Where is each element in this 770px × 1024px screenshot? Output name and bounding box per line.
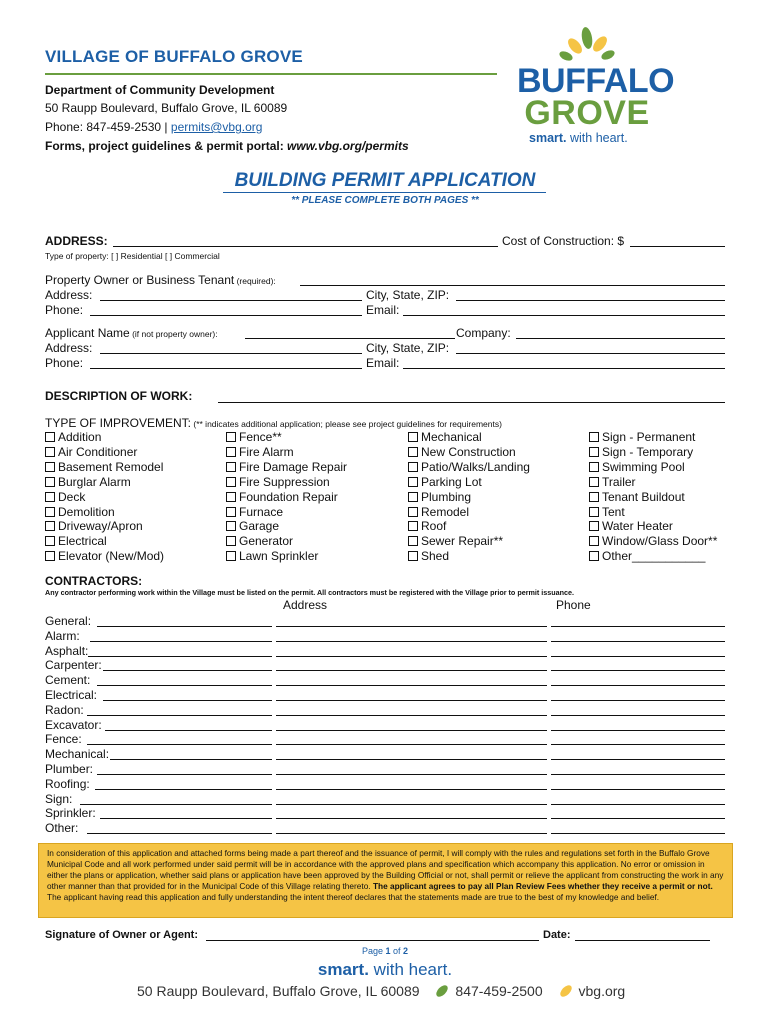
footer-address: 50 Raupp Boulevard, Buffalo Grove, IL 60089 <box>137 983 420 999</box>
improvement-checkbox[interactable] <box>226 505 283 519</box>
page-mid: of <box>390 946 404 956</box>
title-underline <box>223 192 546 193</box>
checkbox-icon[interactable] <box>226 447 236 457</box>
contractor-address-field[interactable] <box>276 833 547 834</box>
improvement-checkbox[interactable] <box>408 475 482 489</box>
contractor-type-label: Cement: <box>45 673 91 688</box>
contractor-phone-field[interactable] <box>551 818 725 819</box>
improvement-checkbox[interactable] <box>408 460 530 474</box>
checkbox-icon[interactable] <box>589 477 599 487</box>
applicant-email-label: Email: <box>366 356 400 370</box>
footer-contact <box>137 983 625 999</box>
contractor-address-header: Address <box>283 598 328 612</box>
leaves-icon <box>557 26 617 64</box>
owner-label <box>45 273 276 287</box>
contractor-type-label: Sign: <box>45 791 73 806</box>
department-address: 50 Raupp Boulevard, Buffalo Grove, IL 60089 <box>45 101 288 115</box>
contractor-phone-header: Phone <box>556 598 591 612</box>
contractor-name-field[interactable] <box>88 656 272 657</box>
cost-field[interactable] <box>630 246 725 247</box>
improvement-label: Fire Damage Repair <box>239 459 348 474</box>
improvement-label: Basement Remodel <box>58 459 164 474</box>
improvement-checkbox[interactable] <box>45 430 101 444</box>
improvement-checkbox[interactable] <box>226 534 293 548</box>
description-field[interactable] <box>218 402 725 403</box>
contractor-phone-field[interactable] <box>551 730 725 731</box>
improvement-label: Swimming Pool <box>602 459 685 474</box>
improvement-checkbox[interactable] <box>408 549 449 563</box>
signature-label: Signature of Owner or Agent: <box>45 929 198 941</box>
company-label: Company: <box>456 326 511 340</box>
logo-word-buffalo: BUFFALO <box>517 62 675 100</box>
improvement-checkbox[interactable] <box>45 505 115 519</box>
contractor-name-field[interactable] <box>87 744 272 745</box>
improvement-note: (** indicates additional application; please see project guidelines for requirements) <box>191 419 502 429</box>
improvement-label: Fire Suppression <box>239 474 330 489</box>
contractor-phone-field[interactable] <box>551 715 725 716</box>
improvement-checkbox[interactable] <box>226 445 294 459</box>
contractor-type-label: Fence: <box>45 732 82 747</box>
description-label: DESCRIPTION OF WORK: <box>45 389 193 403</box>
contractor-type-label: Radon: <box>45 702 84 717</box>
logo-tagline <box>529 131 628 145</box>
contractor-phone-field[interactable] <box>551 626 725 627</box>
checkbox-icon[interactable] <box>589 492 599 502</box>
checkbox-icon[interactable] <box>226 492 236 502</box>
applicant-city-field[interactable] <box>456 353 725 354</box>
checkbox-icon[interactable] <box>408 477 418 487</box>
contractor-type-label: Mechanical: <box>45 747 110 762</box>
improvement-label: Shed <box>421 549 450 564</box>
contractor-name-field[interactable] <box>105 730 272 731</box>
checkbox-icon[interactable] <box>45 447 55 457</box>
phone-text: Phone: 847-459-2530 | <box>45 120 171 134</box>
contractor-name-field[interactable] <box>80 804 272 805</box>
contractor-phone-field[interactable] <box>551 759 725 760</box>
owner-phone-label: Phone: <box>45 303 84 317</box>
checkbox-icon[interactable] <box>45 536 55 546</box>
checkbox-icon[interactable] <box>589 462 599 472</box>
forms-url-link[interactable]: www.vbg.org/permits <box>287 139 409 153</box>
contractor-address-field[interactable] <box>276 670 547 671</box>
improvement-checkbox[interactable] <box>408 519 446 533</box>
checkbox-icon[interactable] <box>589 521 599 531</box>
contractor-address-field[interactable] <box>276 715 547 716</box>
improvement-checkbox[interactable] <box>589 475 636 489</box>
improvement-label: Electrical <box>58 534 107 549</box>
improvement-label: Other___________ <box>602 549 706 564</box>
improvement-label: Lawn Sprinkler <box>239 549 319 564</box>
improvement-label: Foundation Repair <box>239 489 338 504</box>
improvement-checkbox[interactable] <box>45 460 163 474</box>
owner-address-label: Address: <box>45 288 93 302</box>
owner-required-note: (required): <box>234 276 276 286</box>
contractor-address-field[interactable] <box>276 774 547 775</box>
improvement-checkbox[interactable] <box>408 490 471 504</box>
date-field[interactable] <box>575 940 710 941</box>
improvement-checkbox[interactable] <box>226 475 330 489</box>
checkbox-icon[interactable] <box>589 447 599 457</box>
improvement-label: Sign - Temporary <box>602 444 694 459</box>
owner-email-field[interactable] <box>403 315 725 316</box>
checkbox-icon[interactable] <box>226 551 236 561</box>
owner-city-label: City, State, ZIP: <box>366 288 450 302</box>
contractor-name-field[interactable] <box>110 759 272 760</box>
applicant-label <box>45 326 218 340</box>
contractor-phone-field[interactable] <box>551 744 725 745</box>
improvement-label: New Construction <box>421 444 516 459</box>
contractor-address-field[interactable] <box>276 759 547 760</box>
applicant-phone-field[interactable] <box>90 368 362 369</box>
footer-phone: 847-459-2500 <box>455 983 543 999</box>
improvement-checkbox[interactable] <box>226 430 282 444</box>
contractor-type-label: Alarm: <box>45 628 80 643</box>
applicant-note: (if not property owner): <box>129 329 218 339</box>
contractor-name-field[interactable] <box>97 626 272 627</box>
applicant-field[interactable] <box>245 338 455 339</box>
department-name: Department of Community Development <box>45 83 275 97</box>
contractor-address-field[interactable] <box>276 656 547 657</box>
checkbox-icon[interactable] <box>408 432 418 442</box>
improvement-label: Water Heater <box>602 519 673 534</box>
checkbox-icon[interactable] <box>45 551 55 561</box>
contractor-phone-field[interactable] <box>551 670 725 671</box>
improvement-label: Window/Glass Door** <box>602 534 718 549</box>
improvement-label: Mechanical <box>421 430 482 444</box>
cost-label: Cost of Construction: $ <box>502 234 625 248</box>
checkbox-icon[interactable] <box>45 492 55 502</box>
checkbox-icon[interactable] <box>589 432 599 442</box>
improvement-label: Demolition <box>58 504 115 519</box>
improvement-heading <box>45 416 502 430</box>
contractor-address-field[interactable] <box>276 626 547 627</box>
checkbox-icon[interactable] <box>45 477 55 487</box>
leaf-icon <box>557 984 575 998</box>
checkbox-icon[interactable] <box>408 551 418 561</box>
contractor-name-field[interactable] <box>103 700 272 701</box>
checkbox-icon[interactable] <box>589 551 599 561</box>
checkbox-icon[interactable] <box>45 521 55 531</box>
checkbox-icon[interactable] <box>226 521 236 531</box>
checkbox-icon[interactable] <box>226 477 236 487</box>
improvement-checkbox[interactable] <box>589 490 685 504</box>
page-number <box>0 946 770 956</box>
checkbox-icon[interactable] <box>408 492 418 502</box>
improvement-label: Sewer Repair** <box>421 534 504 549</box>
applicant-phone-label: Phone: <box>45 356 84 370</box>
improvement-label: Furnace <box>239 504 284 519</box>
contractor-address-field[interactable] <box>276 730 547 731</box>
logo-word-grove: GROVE <box>524 94 650 132</box>
improvement-label: Sign - Permanent <box>602 430 696 444</box>
contractor-type-label: Carpenter: <box>45 658 102 673</box>
applicant-city-label: City, State, ZIP: <box>366 341 450 355</box>
improvement-label: Plumbing <box>421 489 472 504</box>
checkbox-icon[interactable] <box>589 536 599 546</box>
improvement-checkbox[interactable] <box>226 460 347 474</box>
improvement-checkbox[interactable] <box>226 519 279 533</box>
contractor-address-field[interactable] <box>276 700 547 701</box>
owner-city-field[interactable] <box>456 300 725 301</box>
contractor-phone-field[interactable] <box>551 774 725 775</box>
improvement-checkbox[interactable] <box>408 430 482 444</box>
contractor-phone-field[interactable] <box>551 700 725 701</box>
contractor-address-field[interactable] <box>276 804 547 805</box>
owner-phone-field[interactable] <box>90 315 362 316</box>
logo-tagline-bold: smart. <box>529 131 567 145</box>
contractor-phone-field[interactable] <box>551 685 725 686</box>
improvement-label: Roof <box>421 519 447 534</box>
improvement-label: Elevator (New/Mod) <box>58 549 165 564</box>
improvement-checkbox[interactable] <box>45 534 107 548</box>
improvement-checkbox[interactable] <box>45 445 137 459</box>
checkbox-icon[interactable] <box>589 507 599 517</box>
forms-portal <box>45 139 409 153</box>
improvement-label: Tenant Buildout <box>602 489 685 504</box>
signature-field[interactable] <box>206 940 539 941</box>
improvement-label: Patio/Walks/Landing <box>421 459 530 474</box>
checkbox-icon[interactable] <box>45 507 55 517</box>
date-label: Date: <box>543 929 571 941</box>
improvement-checkbox[interactable] <box>408 445 516 459</box>
checkbox-icon[interactable] <box>408 521 418 531</box>
improvement-label: Addition <box>58 430 102 444</box>
notice-text: In consideration of this application and attached forms being made a part thereof and the issuance of permit, I will comply with the rules and regulations set forth in the Buffalo Grove Municipal Code and all work performed under said permit will be in accordance with the approved plans and specification which accompany this application. No error or omission in either the plans or application, whether said plans or application have been approved by the Building Official or not, shall permit or relieve the applicant from constructing the work in any other manner than that provided for in the Municipal Code of this Village relating thereto. <box>47 848 724 891</box>
improvement-checkbox[interactable] <box>589 445 693 459</box>
contractor-type-label: Other: <box>45 821 79 836</box>
contractor-phone-field[interactable] <box>551 833 725 834</box>
form-title: BUILDING PERMIT APPLICATION <box>234 170 536 191</box>
owner-address-field[interactable] <box>100 300 362 301</box>
improvement-label: Parking Lot <box>421 474 482 489</box>
header-divider <box>45 73 497 75</box>
improvement-label: Trailer <box>602 474 636 489</box>
contractors-heading: CONTRACTORS: <box>45 574 143 588</box>
improvement-checkbox[interactable] <box>589 534 717 548</box>
checkbox-icon[interactable] <box>45 462 55 472</box>
owner-field[interactable] <box>300 285 725 286</box>
improvement-checkbox[interactable] <box>45 519 143 533</box>
village-title: VILLAGE OF BUFFALO GROVE <box>45 47 303 66</box>
footer-tagline <box>0 960 770 980</box>
checkbox-icon[interactable] <box>226 432 236 442</box>
contractor-type-label: Excavator: <box>45 717 102 732</box>
contractor-type-label: Sprinkler: <box>45 806 96 821</box>
contractor-phone-field[interactable] <box>551 789 725 790</box>
contractor-phone-field[interactable] <box>551 656 725 657</box>
leaf-icon <box>433 984 451 998</box>
improvement-checkbox[interactable] <box>408 505 469 519</box>
contractor-type-label: Asphalt: <box>45 643 89 658</box>
buffalo-grove-logo <box>517 26 675 146</box>
contractor-name-field[interactable] <box>87 715 272 716</box>
property-type[interactable]: Type of property: [ ] Residential [ ] Commercial <box>45 251 220 261</box>
improvement-checkbox[interactable] <box>589 430 695 444</box>
improvement-checkbox[interactable] <box>45 549 164 563</box>
improvement-label: Garage <box>239 519 280 534</box>
contractor-address-field[interactable] <box>276 818 547 819</box>
improvement-checkbox[interactable] <box>408 534 503 548</box>
contractors-note: Any contractor performing work within the Village must be listed on the permit. All contractors must be registered with the Village prior to permit issuance. <box>45 588 575 597</box>
notice-declaration: The applicant having read this application and fully understanding the intent thereof declares that the statements made are true to the best of my knowledge and belief. <box>47 892 660 902</box>
footer-tag-rest: with heart. <box>368 960 453 979</box>
improvement-checkbox[interactable] <box>45 490 85 504</box>
improvement-label: Burglar Alarm <box>58 474 131 489</box>
contractor-type-label: General: <box>45 614 92 628</box>
improvement-checkbox[interactable] <box>226 490 338 504</box>
contractor-type-label: Roofing: <box>45 776 90 791</box>
contractor-name-field[interactable] <box>95 789 272 790</box>
improvement-label: Tent <box>602 504 625 519</box>
checkbox-icon[interactable] <box>226 507 236 517</box>
applicant-label-text: Applicant Name <box>45 326 130 340</box>
improvement-label: Remodel <box>421 504 470 519</box>
page-prefix: Page <box>361 946 386 956</box>
owner-email-label: Email: <box>366 303 400 317</box>
improvement-label: TYPE OF IMPROVEMENT: <box>45 416 192 430</box>
address-label: ADDRESS: <box>45 234 108 248</box>
page-total: 2 <box>403 946 409 956</box>
contractor-name-field[interactable] <box>97 685 272 686</box>
applicant-email-field[interactable] <box>403 368 725 369</box>
contractor-name-field[interactable] <box>87 833 272 834</box>
improvement-label: Generator <box>239 534 294 549</box>
checkbox-icon[interactable] <box>408 507 418 517</box>
legal-notice <box>38 843 733 918</box>
improvement-checkbox[interactable] <box>226 549 318 563</box>
checkbox-icon[interactable] <box>226 536 236 546</box>
improvement-checkbox[interactable] <box>589 519 673 533</box>
notice-fee-clause: The applicant agrees to pay all Plan Review Fees whether they receive a permit or not. <box>372 881 713 891</box>
contractor-address-field[interactable] <box>276 744 547 745</box>
contractor-name-field[interactable] <box>100 818 272 819</box>
contractor-phone-field[interactable] <box>551 804 725 805</box>
improvement-checkbox[interactable] <box>589 505 625 519</box>
checkbox-icon[interactable] <box>408 536 418 546</box>
owner-label-text: Property Owner or Business Tenant <box>45 273 235 287</box>
form-subtitle: ** PLEASE COMPLETE BOTH PAGES ** <box>291 195 479 206</box>
forms-label: Forms, project guidelines & permit portal: <box>45 139 288 153</box>
contractor-name-field[interactable] <box>90 641 272 642</box>
logo-tagline-rest: with heart. <box>566 131 628 145</box>
applicant-address-label: Address: <box>45 341 93 355</box>
contractor-address-field[interactable] <box>276 685 547 686</box>
applicant-address-field[interactable] <box>100 353 362 354</box>
improvement-label: Air Conditioner <box>58 444 138 459</box>
improvement-label: Driveway/Apron <box>58 519 143 534</box>
footer-tag-bold: smart. <box>317 960 369 979</box>
contractor-type-label: Plumber: <box>45 762 94 776</box>
checkbox-icon[interactable] <box>408 447 418 457</box>
checkbox-icon[interactable] <box>408 462 418 472</box>
improvement-label: Deck <box>58 489 86 504</box>
improvement-label: Fire Alarm <box>239 444 294 459</box>
footer-web: vbg.org <box>578 983 626 999</box>
contractor-address-field[interactable] <box>276 789 547 790</box>
improvement-label: Fence** <box>239 430 282 444</box>
email-link[interactable]: permits@vbg.org <box>170 120 263 134</box>
checkbox-icon[interactable] <box>45 432 55 442</box>
contractor-phone-field[interactable] <box>551 641 725 642</box>
company-field[interactable] <box>516 338 725 339</box>
contractor-name-field[interactable] <box>97 774 272 775</box>
department-contact <box>45 120 262 134</box>
address-field[interactable] <box>113 246 498 247</box>
improvement-checkbox[interactable] <box>45 475 131 489</box>
checkbox-icon[interactable] <box>226 462 236 472</box>
contractor-type-label: Electrical: <box>45 688 98 702</box>
improvement-checkbox[interactable] <box>589 460 685 474</box>
improvement-checkbox[interactable] <box>589 549 705 563</box>
contractor-address-field[interactable] <box>276 641 547 642</box>
page-current: 1 <box>385 946 391 956</box>
contractor-name-field[interactable] <box>103 670 272 671</box>
